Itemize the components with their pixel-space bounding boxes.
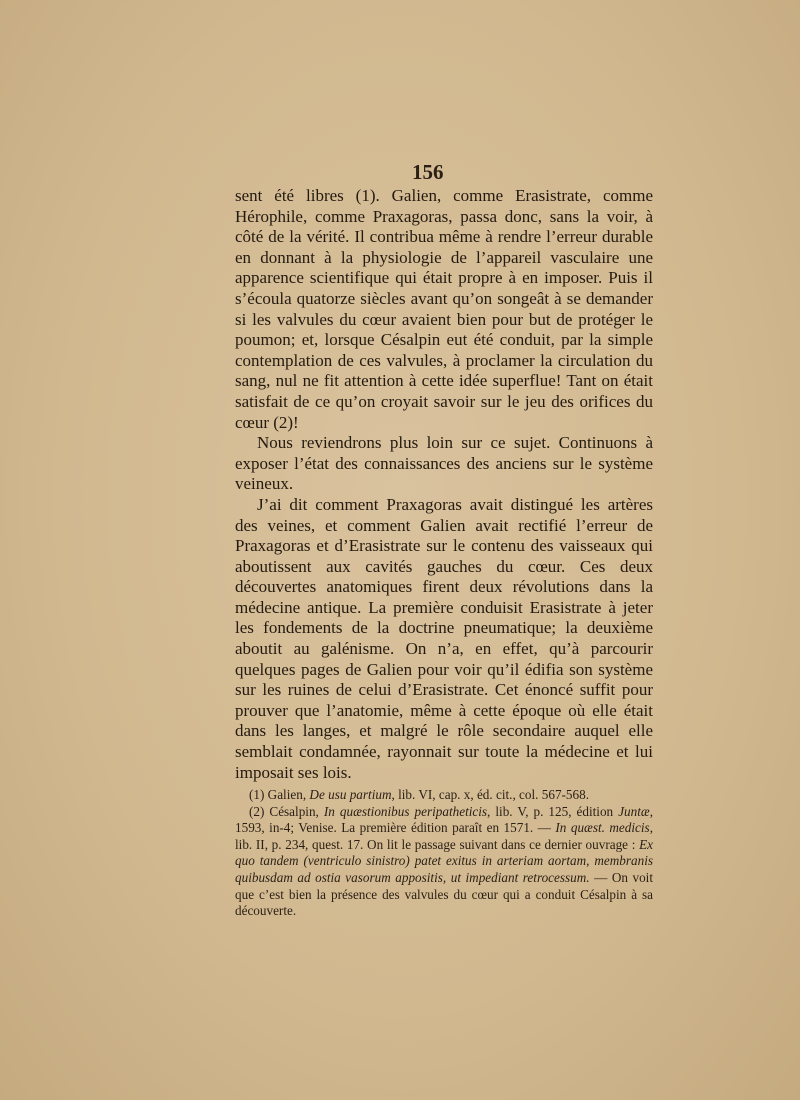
paragraph-3: J’ai dit comment Praxagoras avait distingué les artères des veines, et comment Galien avait rectifié l’erreur de Praxagoras et d’Erasistrate sur le contenu des vaisseaux qui aboutissent aux cavités gauches du cœur. Ces deux découvertes anatomiques firent deux révolutions dans la médecine antique. La première conduisit Erasistrate à jeter les fondements de la doctrine pneumatique; la deuxième aboutit au galénisme. On n’a, en effet, qu’à parcourir quelques pages de Galien pour voir qu’il édifia son système sur les ruines de celui d’Erasistrate. Cet énoncé suffit pour prouver que l’anatomie, même à cette époque où elle était dans les langes, et malgré le rôle secondaire auquel elle semblait condamnée, rayonnait sur toute la médecine et lui imposait ses lois. [235,494,653,782]
footnote-1-title: De usu partium [309,787,392,802]
footnote-2-mid2: , 1593, in-4; Venise. La première édition paraît en 1571. — [235,803,653,836]
footnote-2-end: — On voit que c’est bien la présence des valvules du cœur qui a conduit Césalpin à sa découverte. [235,869,653,919]
footnotes [235,787,653,920]
paragraph-1: sent été libres (1). Galien, comme Erasistrate, comme Hérophile, comme Praxagoras, passa donc, sans la voir, à côté de la vérité. Il contribua même à rendre l’erreur durable en donnant à la physiologie de l’appareil vasculaire une apparence scientifique qui était propre à en imposer. Puis il s’écoula quatorze siècles avant qu’on songeât à se demander si les valvules du cœur avaient bien pour but de protéger le poumon; et, lorsque Césalpin eut été conduit, par la simple contemplation de ces valvules, à proclamer la circulation du sang, nul ne fit attention à cette idée superflue! Tant on était satisfait de ce qu’on croyait savoir sur le jeu des orifices du cœur (2)! [235,186,653,432]
paragraph-2: Nous reviendrons plus loin sur ce sujet. Continuons à exposer l’état des connaissances des anciens sur le système veineux. [235,433,653,494]
footnote-1-end: , lib. VI, cap. x, éd. cit., col. 567-568. [391,787,590,802]
footnote-2-quote: Ex quo tandem (ventriculo sinistro) patet exitus in arteriam aortam, membranis quibusdam ad ostia vasorum appositis, ut impediant retrocessum. [235,836,653,885]
footnote-2 [235,804,653,920]
footnote-1 [235,787,653,804]
main-text [235,186,653,783]
footnote-2-mid3: , lib. II, p. 234, quest. 17. On lit le passage suivant dans ce dernier ouvrage : [235,820,653,852]
footnote-2-start: (2) Césalpin, [249,803,324,819]
footnote-1-start: (1) Galien, [249,787,310,802]
page-number: 156 [412,160,444,184]
footnote-2-ref: In quæst. medicis [555,820,650,836]
footnote-2-title: In quæstionibus peripatheticis [323,803,488,819]
footnote-2-mid1: , lib. V, p. 125, édition [487,803,619,819]
footnote-2-edition: Juntæ [618,803,650,819]
